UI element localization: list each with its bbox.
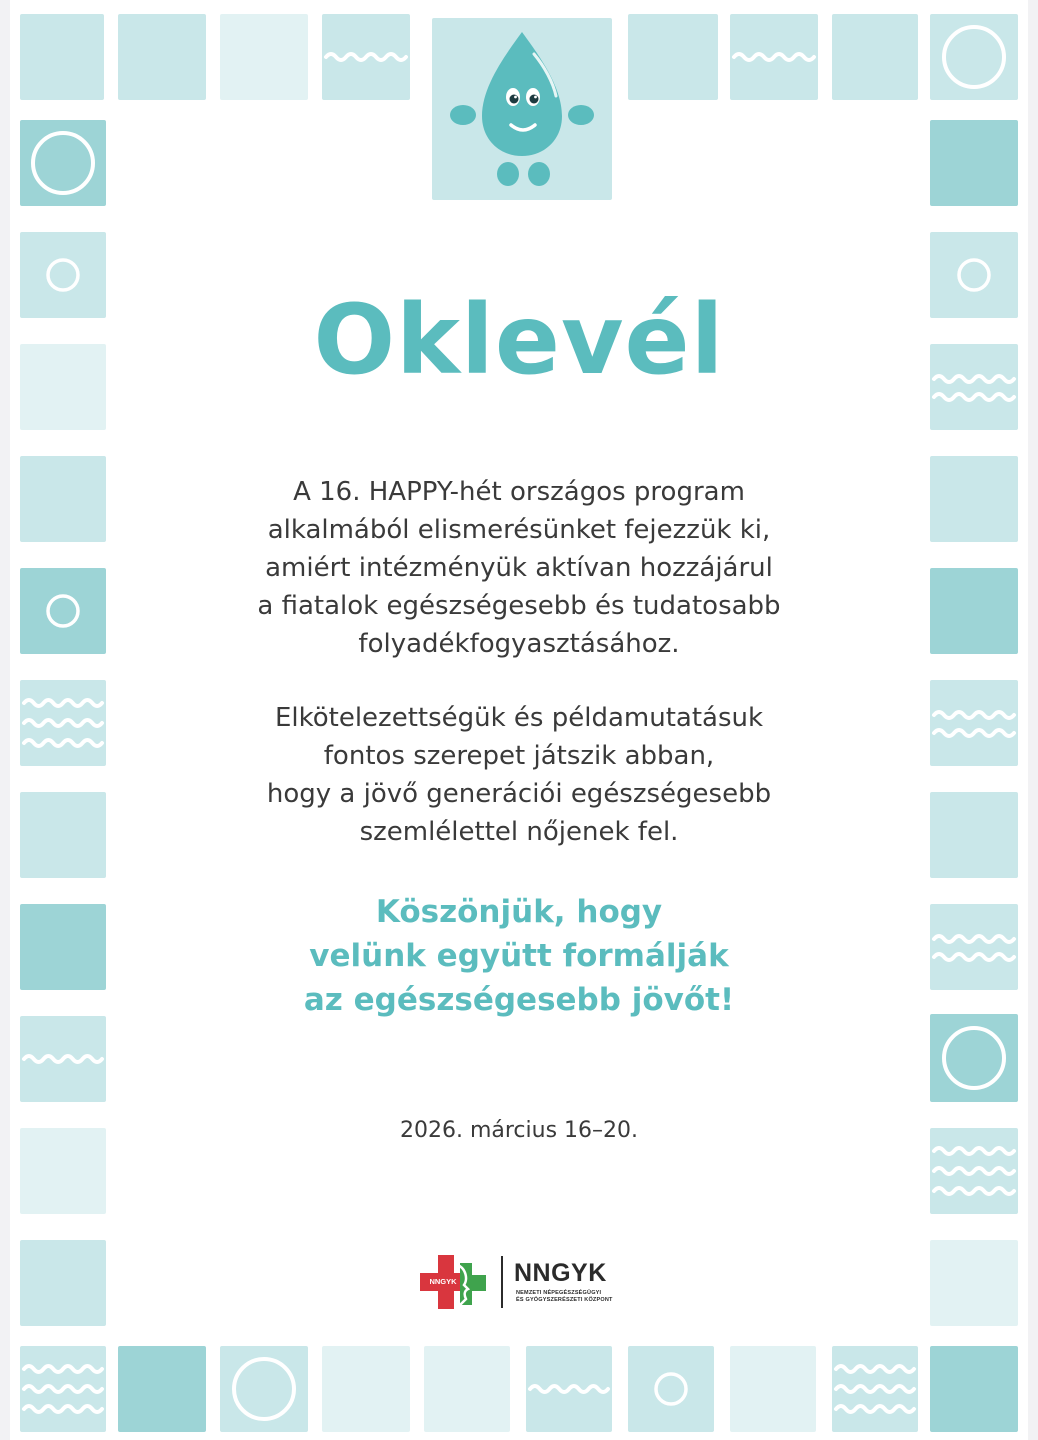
border-tile xyxy=(20,1346,106,1432)
border-tile xyxy=(930,14,1018,100)
ring-icon xyxy=(48,260,78,290)
border-tile xyxy=(424,1346,510,1432)
border-tile xyxy=(322,1346,410,1432)
ring-icon xyxy=(959,260,989,290)
thank-you-message xyxy=(10,890,1028,1022)
paragraph-line: szemlélettel nőjenek fel. xyxy=(359,817,679,847)
ring-icon xyxy=(656,1374,686,1404)
wave-icon xyxy=(24,1366,102,1372)
certificate-page xyxy=(10,0,1028,1440)
thanks-line: velünk együtt formálják xyxy=(309,938,729,974)
thanks-line: Köszönjük, hogy xyxy=(375,894,663,930)
border-tile xyxy=(832,1346,918,1432)
paragraph-line: a fiatalok egészségesebb és tudatosabb xyxy=(257,591,781,621)
recognition-paragraph xyxy=(10,473,1028,663)
border-tile xyxy=(20,1240,106,1326)
paragraph-line: folyadékfogyasztásához. xyxy=(358,629,680,659)
wave-icon xyxy=(836,1366,914,1372)
border-tile xyxy=(220,1346,308,1432)
wave-icon xyxy=(934,1188,1014,1194)
certificate-title: Oklevél xyxy=(313,284,725,396)
wave-icon xyxy=(24,1056,102,1062)
wave-icon xyxy=(934,1148,1014,1154)
border-tile xyxy=(832,14,918,100)
ring-icon xyxy=(944,27,1004,87)
paragraph-line: Elkötelezettségük és példamutatásuk xyxy=(274,703,764,733)
ring-icon xyxy=(944,1028,1004,1088)
paragraph-line: hogy a jövő generációi egészségesebb xyxy=(266,779,772,809)
border-tile xyxy=(526,1346,612,1432)
border-tile xyxy=(20,120,106,206)
thanks-line: az egészségesebb jövőt! xyxy=(303,982,735,1018)
ring-icon xyxy=(234,1359,294,1419)
border-tile xyxy=(730,1346,816,1432)
border-tile xyxy=(930,1346,1018,1432)
wave-icon xyxy=(836,1406,914,1412)
water-drop-mascot-icon xyxy=(422,4,622,204)
event-date: 2026. március 16–20. xyxy=(399,1118,639,1143)
paragraph-line: fontos szerepet játszik abban, xyxy=(323,741,715,771)
wave-icon xyxy=(934,1168,1014,1174)
logo-subtitle-line: NEMZETI NÉPEGÉSZSÉGÜGYI xyxy=(516,1290,602,1296)
wave-icon xyxy=(24,1406,102,1412)
border-tile xyxy=(930,1240,1018,1326)
logo-divider xyxy=(501,1256,503,1308)
border-tile xyxy=(20,14,104,100)
border-tile xyxy=(322,14,410,100)
paragraph-line: A 16. HAPPY-hét országos program xyxy=(293,477,745,507)
logo-subtitle-line: ÉS GYÓGYSZERÉSZETI KÖZPONT xyxy=(516,1297,613,1303)
border-tile xyxy=(118,14,206,100)
paragraph-line: alkalmából elismerésünket fejezzük ki, xyxy=(267,515,771,545)
wave-icon xyxy=(734,54,814,60)
paragraph-line: amiért intézményük aktívan hozzájárul xyxy=(265,553,773,583)
border-tile xyxy=(118,1346,206,1432)
border-tile xyxy=(628,1346,714,1432)
border-tile xyxy=(628,14,718,100)
border-tile xyxy=(20,1016,106,1102)
nngyk-logo xyxy=(420,1255,620,1311)
wave-icon xyxy=(24,1386,102,1392)
wave-icon xyxy=(530,1386,608,1392)
logo-brand-name: NNGYK xyxy=(514,1259,607,1287)
border-tile xyxy=(930,120,1018,206)
wave-icon xyxy=(934,394,1014,400)
commitment-paragraph xyxy=(10,699,1028,851)
wave-icon xyxy=(836,1386,914,1392)
ring-icon xyxy=(33,133,93,193)
border-tile xyxy=(730,14,818,100)
border-tile xyxy=(220,14,308,100)
logo-cross-label: NNGYK xyxy=(429,1277,457,1286)
wave-icon xyxy=(326,54,406,60)
border-tile xyxy=(930,1014,1018,1102)
